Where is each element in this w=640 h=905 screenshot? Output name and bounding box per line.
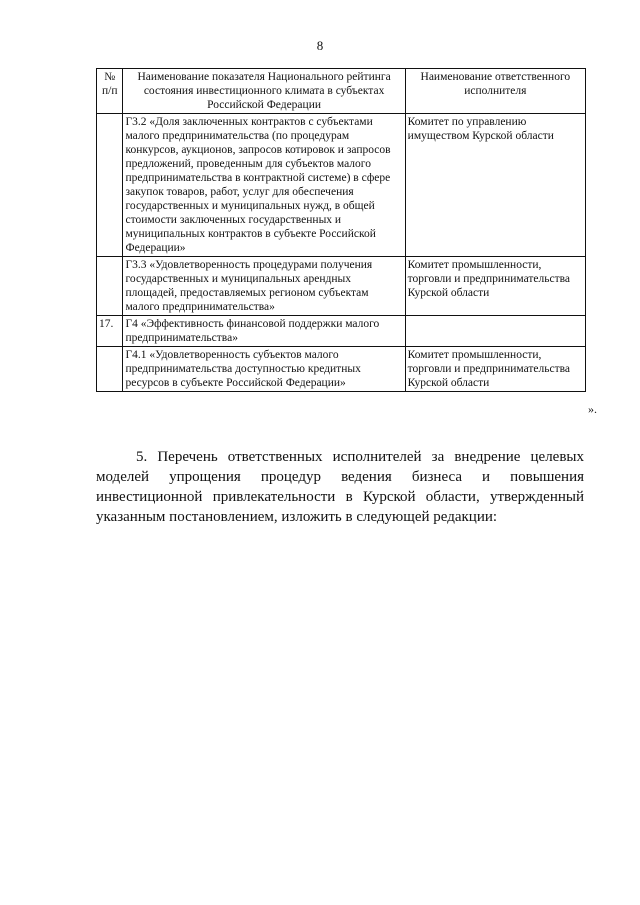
row-responsible [405, 316, 585, 347]
header-number: № п/п [97, 69, 123, 114]
row-indicator: Г4.1 «Удовлетворенность субъектов малого предпринимательства доступностью кредитных ресурсов в субъекте Российской Федерации» [123, 347, 405, 392]
closing-quote: ». [588, 402, 597, 416]
row-indicator: Г4 «Эффективность финансовой поддержки малого предпринимательства» [123, 316, 405, 347]
header-indicator: Наименование показателя Национального рейтинга состояния инвестиционного климата в субъектах Российской Федерации [123, 69, 405, 114]
table-row [97, 257, 586, 316]
row-responsible: Комитет по управлению имуществом Курской области [405, 114, 585, 257]
table-header-row [97, 69, 586, 114]
header-responsible: Наименование ответственного исполнителя [405, 69, 585, 114]
page-number: 8 [316, 38, 324, 53]
row-responsible: Комитет промышленности, торговли и предпринимательства Курской области [405, 347, 585, 392]
body-paragraph: 5. Перечень ответственных исполнителей за внедрение целевых моделей упрощения процедур ведения бизнеса и повышения инвестиционной привлекательности в Курской области, утвержденный указанным постановлением, изложить в следующей редакции: [96, 449, 584, 525]
row-number [97, 347, 123, 392]
table-row [97, 347, 586, 392]
row-indicator: Г3.2 «Доля заключенных контрактов с субъектами малого предпринимательства (по процедурам конкурсов, аукционов, запросов котировок и запросов предложений, проведенным для субъектов малого предпринимательства в контрактной системе) в сфере закупок товаров, работ, услуг для обеспечения государственных и муниципальных нужд, в общей стоимости заключенных государственных и муниципальных контрактов в субъекте Российской Федерации» [123, 114, 405, 257]
row-number [97, 257, 123, 316]
table-row [97, 114, 586, 257]
row-number: 17. [97, 316, 123, 347]
row-number [97, 114, 123, 257]
table-row [97, 316, 586, 347]
row-indicator: Г3.3 «Удовлетворенность процедурами получения государственных и муниципальных арендных площадей, предоставляемых регионом субъектам малого предпринимательства» [123, 257, 405, 316]
row-responsible: Комитет промышленности, торговли и предпринимательства Курской области [405, 257, 585, 316]
responsibility-table [96, 68, 586, 392]
